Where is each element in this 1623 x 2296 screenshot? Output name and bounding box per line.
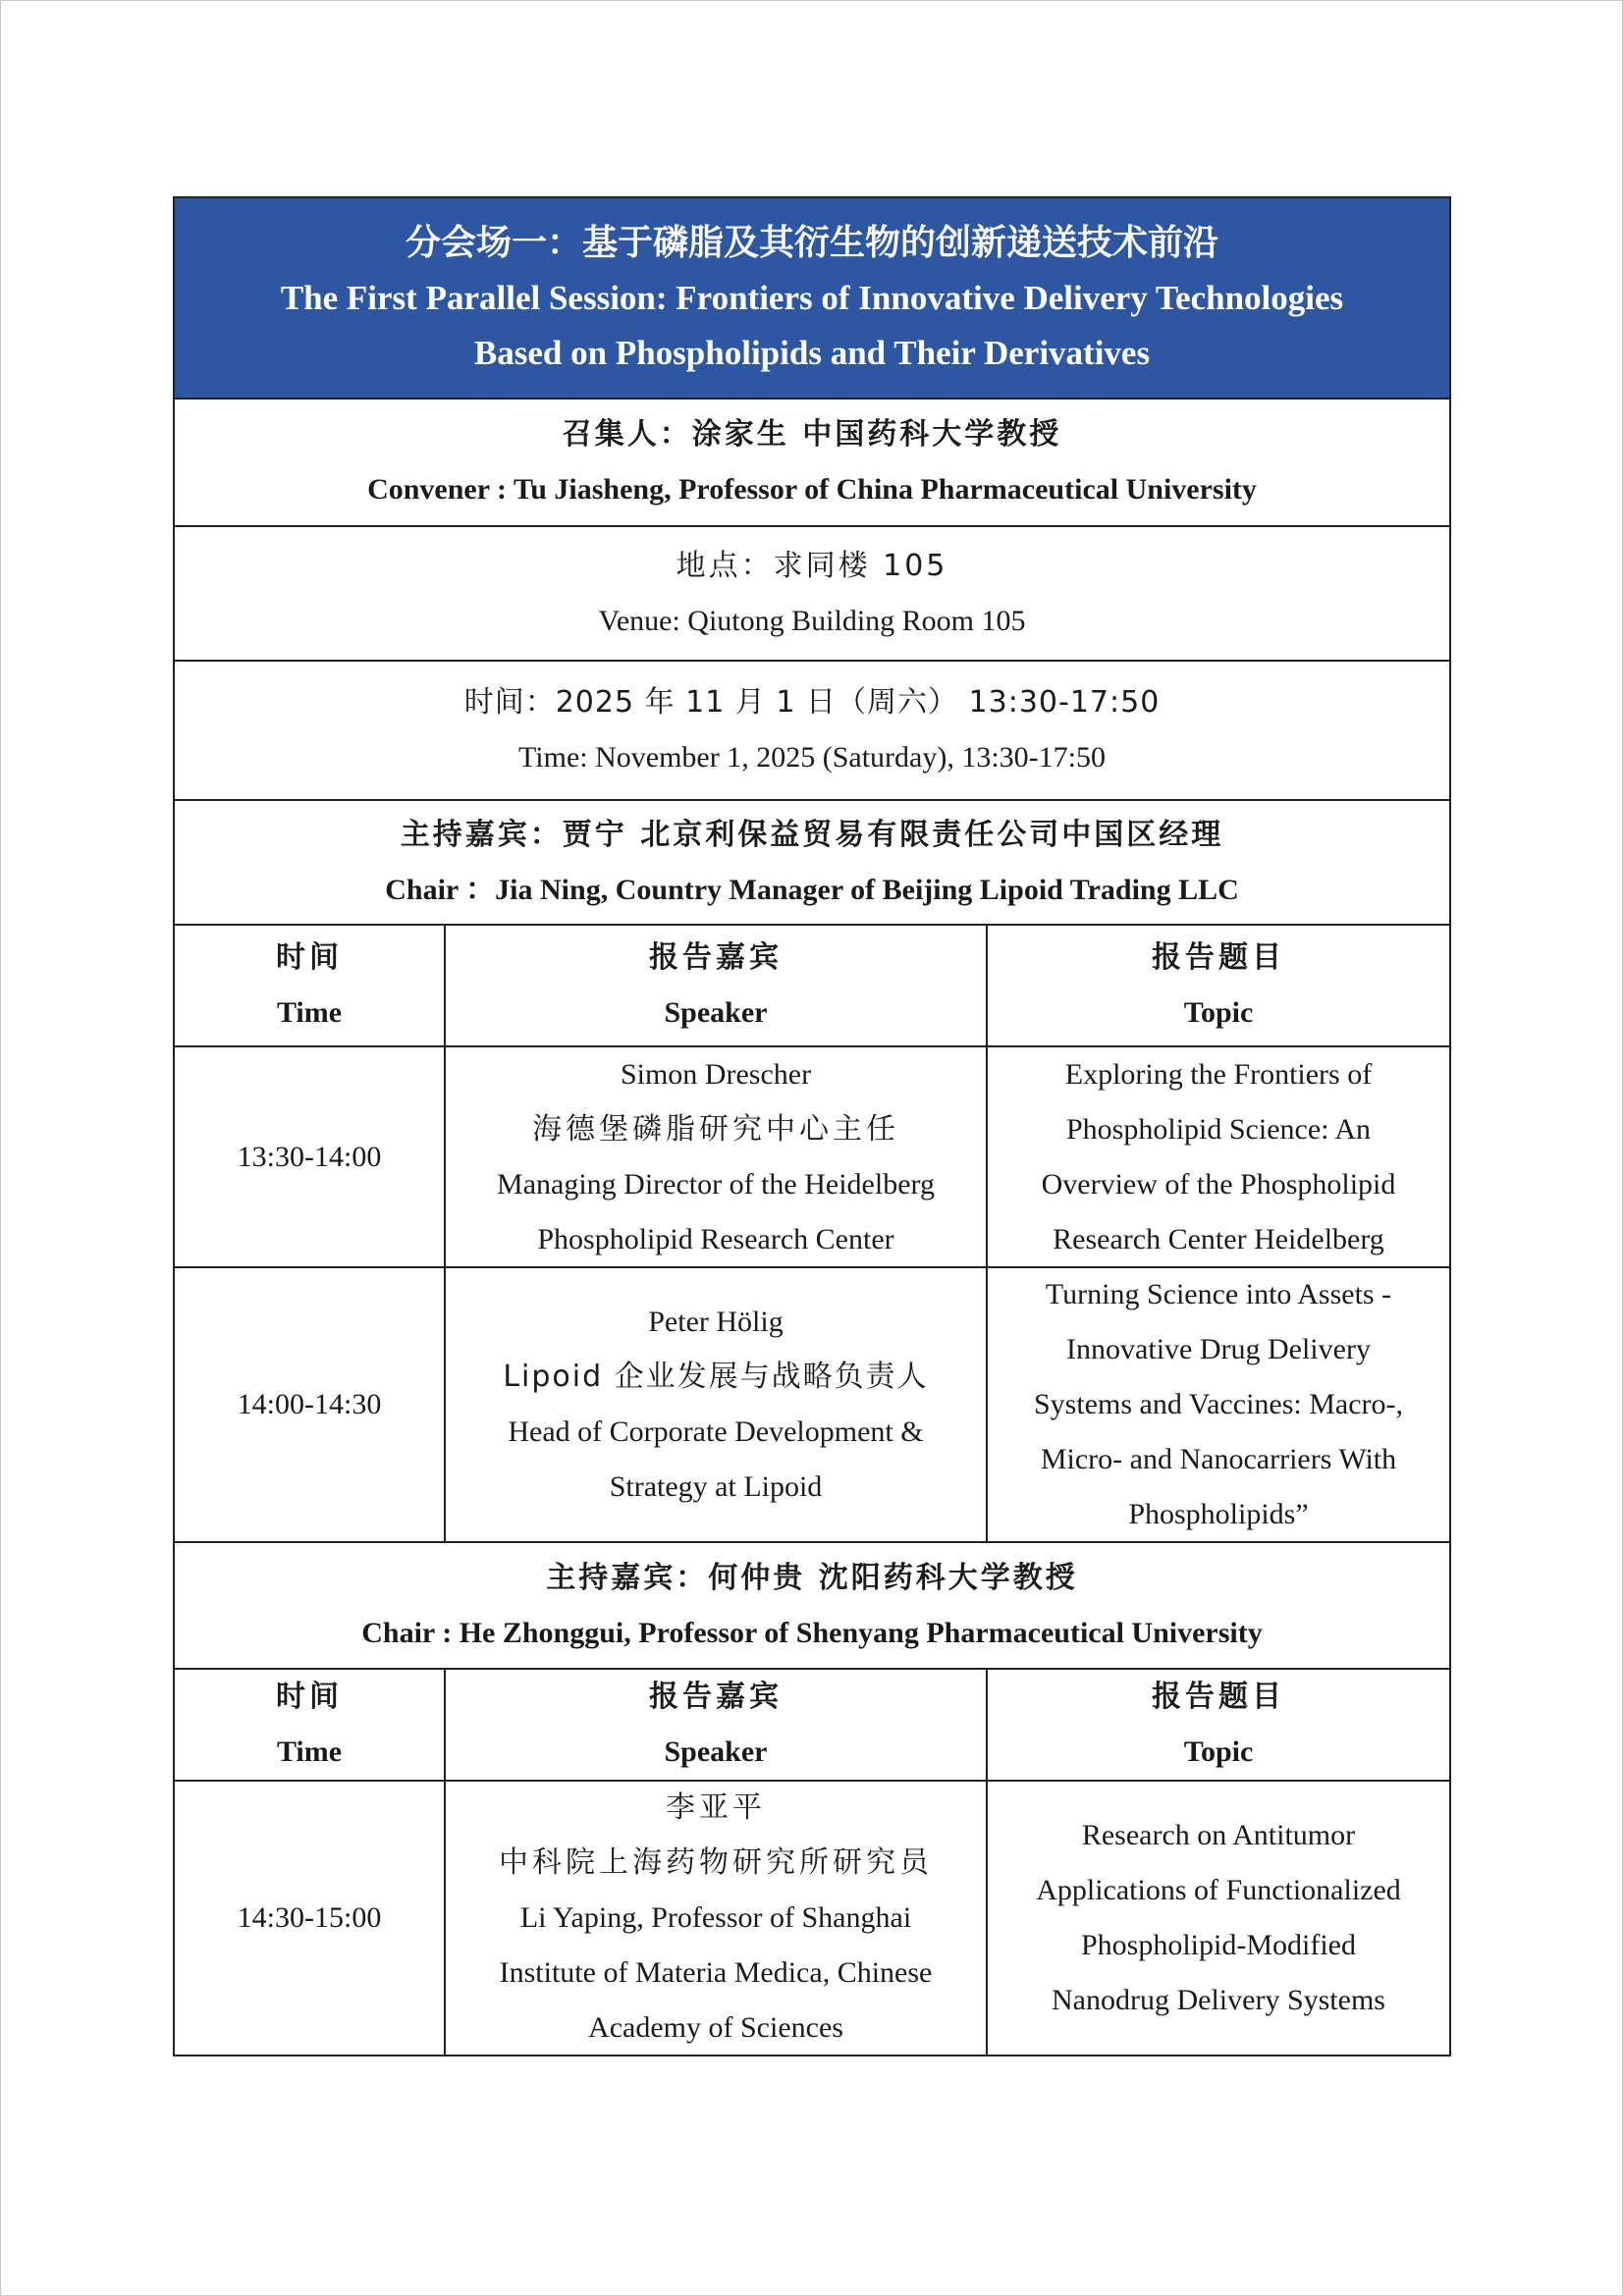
talk-time [175,1047,446,1266]
column-header-row-2 [175,1670,1449,1782]
speaker-title-en: Head of Corporate Development & [508,1415,924,1448]
speaker-title-cn: 海德堡磷脂研究中心主任 [532,1111,899,1147]
convener-en: Convener : Tu Jiasheng, Professor of China Pharmaceutical University [367,473,1257,506]
topic-line: Systems and Vaccines: Macro-, [1033,1388,1404,1420]
col-time-header [175,926,446,1045]
speaker-title-en: Phospholipid Research Center [537,1222,894,1255]
column-header-row-1 [175,926,1449,1047]
speaker-title-cn: Lipoid 企业发展与战略负责人 [503,1360,929,1394]
topic-line: Nanodrug Delivery Systems [1052,1984,1385,2016]
talk-time-value: 13:30-14:00 [237,1140,382,1173]
speaker-title-en: Managing Director of the Heidelberg [497,1167,935,1201]
topic-line: Phospholipids” [1128,1498,1309,1530]
col-time-header [175,1670,446,1780]
speaker-title-en: Strategy at Lipoid [609,1470,823,1503]
time-block [175,662,1449,801]
chair1-block [175,801,1449,926]
talk-speaker [446,1268,988,1541]
chair2-en: Chair : He Zhonggui, Professor of Shenyang Pharmaceutical University [361,1616,1263,1649]
speaker-title-en: Li Yaping, Professor of Shanghai [519,1901,912,1934]
talk-speaker [446,1047,988,1266]
col-time-cn: 时间 [276,1680,343,1714]
session-table [173,196,1451,2056]
col-speaker-header [446,1670,988,1780]
venue-cn: 地点：求同楼 105 [676,548,948,583]
speaker-name: 李亚平 [666,1790,766,1825]
col-topic-cn: 报告题目 [1152,1680,1285,1714]
topic-line: Phospholipid-Modified [1080,1929,1356,1961]
speaker-title-en: Institute of Materia Medica, Chinese [499,1956,933,1989]
col-speaker-en: Speaker [664,1735,768,1768]
topic-line: Micro- and Nanocarriers With [1040,1443,1397,1475]
time-en: Time: November 1, 2025 (Saturday), 13:30-17:50 [518,741,1106,774]
topic-line: Overview of the Phospholipid [1041,1167,1396,1201]
speaker-title-en: Academy of Sciences [588,2011,843,2044]
session-title-cn: 分会场一：基于磷脂及其衍生物的创新递送技术前沿 [405,222,1218,263]
speaker-name: Peter Hölig [648,1306,784,1338]
speaker-title-cn: 中科院上海药物研究所研究员 [499,1845,933,1880]
col-time-cn: 时间 [276,940,343,975]
col-speaker-header [446,926,988,1045]
col-topic-cn: 报告题目 [1152,940,1285,975]
chair2-block [175,1543,1449,1670]
col-speaker-cn: 报告嘉宾 [649,940,783,975]
col-topic-header [988,1670,1449,1780]
session-header [175,198,1449,400]
talk-time [175,1268,446,1541]
col-speaker-cn: 报告嘉宾 [649,1680,783,1714]
venue-en: Venue: Qiutong Building Room 105 [598,604,1026,637]
talk-time [175,1782,446,2055]
talk-topic [988,1782,1449,2055]
col-topic-en: Topic [1183,1735,1254,1768]
session-title-en-2: Based on Phospholipids and Their Derivatives [473,333,1151,372]
talk-row [175,1782,1449,2055]
session-title-en-1: The First Parallel Session: Frontiers of Innovative Delivery Technologies [280,278,1344,317]
talk-topic [988,1268,1449,1541]
chair1-en: Chair ：Jia Ning, Country Manager of Beijing Lipoid Trading LLC [385,873,1239,906]
topic-line: Turning Science into Assets - [1045,1278,1392,1310]
speaker-name: Simon Drescher [620,1057,812,1091]
chair2-cn: 主持嘉宾：何仲贵 沈阳药科大学教授 [546,1560,1078,1595]
convener-cn: 召集人：涂家生 中国药科大学教授 [562,417,1062,452]
col-topic-header [988,926,1449,1045]
venue-block [175,527,1449,662]
topic-line: Exploring the Frontiers of [1064,1057,1373,1091]
topic-line: Innovative Drug Delivery [1066,1333,1371,1365]
topic-line: Applications of Functionalized [1036,1874,1401,1906]
topic-line: Research Center Heidelberg [1053,1222,1384,1255]
chair1-cn: 主持嘉宾：贾宁 北京利保益贸易有限责任公司中国区经理 [400,817,1224,852]
col-time-en: Time [276,1735,343,1768]
col-topic-en: Topic [1183,996,1254,1029]
col-speaker-en: Speaker [664,996,768,1029]
topic-line: Phospholipid Science: An [1066,1112,1371,1146]
talk-row [175,1047,1449,1268]
talk-topic [988,1047,1449,1266]
talk-speaker [446,1782,988,2055]
col-time-en: Time [276,996,343,1029]
time-cn: 时间：2025 年 11 月 1 日（周六） 13:30-17:50 [463,685,1161,720]
convener-block [175,400,1449,527]
talk-time-value: 14:30-15:00 [237,1901,382,1934]
topic-line: Research on Antitumor [1081,1819,1356,1851]
talk-time-value: 14:00-14:30 [237,1388,382,1420]
talk-row [175,1268,1449,1543]
